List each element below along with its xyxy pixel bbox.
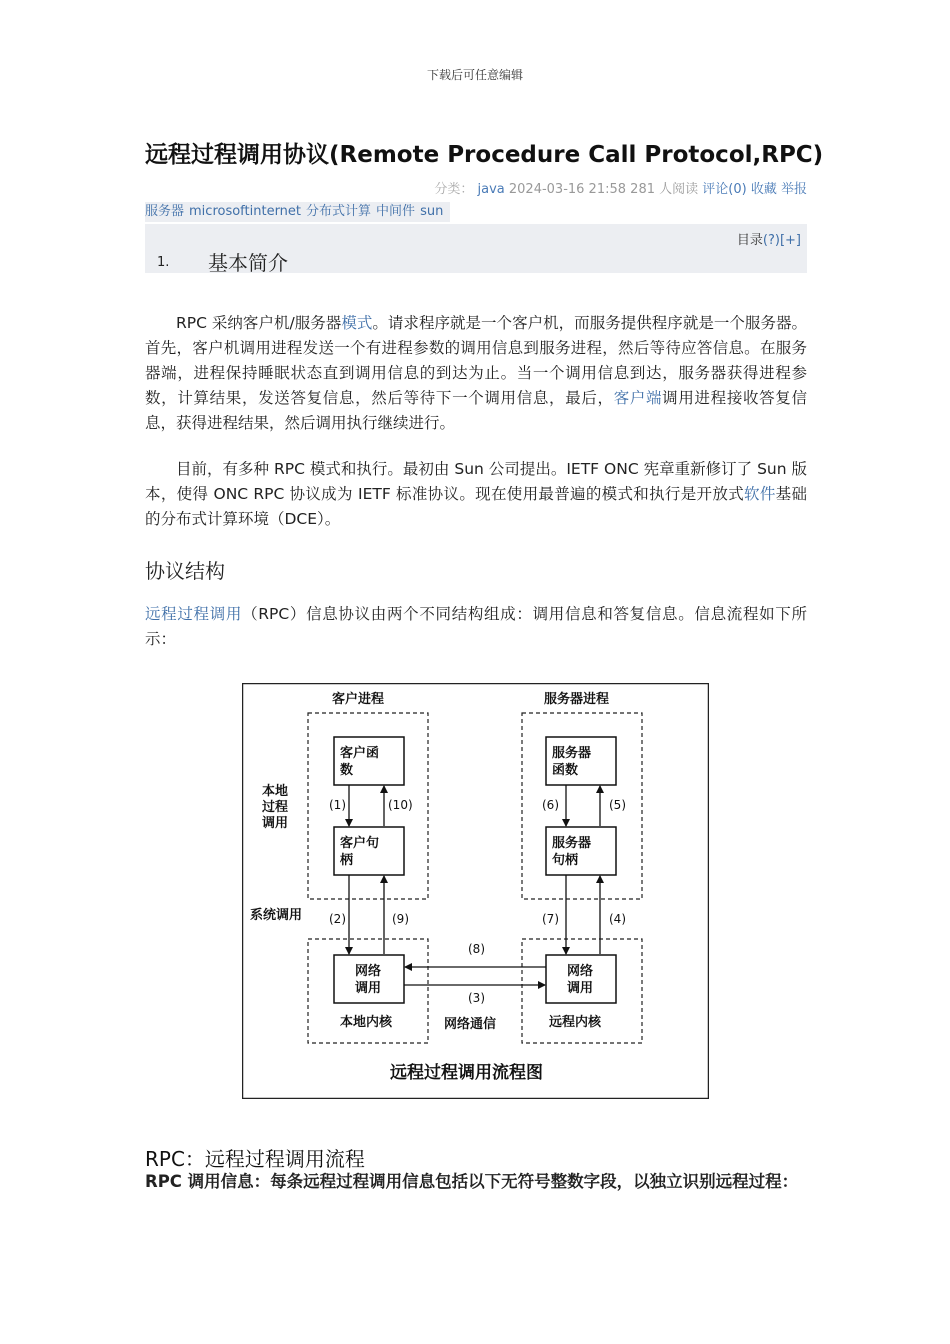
label-server-function: 函数	[552, 763, 579, 778]
read-count: 281 人阅读	[630, 182, 699, 197]
label-local-network: 调用	[355, 981, 382, 996]
label-local-network: 网络	[355, 964, 382, 979]
paragraph-history	[145, 457, 807, 532]
diagram-frame	[243, 684, 709, 1099]
text: 调用进程接收答复信息，获得进程结果，然后调用执行继续进行。	[145, 389, 807, 432]
label-server-function: 服务器	[552, 746, 592, 761]
toc-header	[737, 229, 801, 248]
text: （RPC）信息协议由两个不同结构组成：调用信息和答复信息。信息流程如下所示：	[145, 605, 807, 648]
favorite-link[interactable]: 收藏	[750, 182, 777, 197]
text: 目前，有多种 RPC 模式和执行。最初由 Sun 公司提出。IETF ONC 宪章重新修订了 Sun 版本，使得 ONC RPC 协议成为 IETF 标准协议。现在使用最普遍的模式和执行是开放式	[145, 460, 807, 503]
link-pattern[interactable]: 模式	[341, 314, 373, 332]
category-link[interactable]: java	[477, 182, 505, 197]
section-heading-structure: 协议结构	[145, 559, 225, 583]
section-heading-intro: 基本简介	[208, 251, 288, 275]
link-rpc[interactable]: 远程过程调用	[145, 605, 243, 623]
label-remote-kernel: 远程内核	[549, 1015, 602, 1030]
step-label: (1)	[329, 798, 346, 812]
label-local-call: 本地	[262, 784, 289, 799]
text: RPC 采纳客户机/服务器	[176, 314, 342, 332]
article-title: 远程过程调用协议(Remote Procedure Call Protocol,RPC)	[145, 142, 824, 168]
step-label: (4)	[609, 912, 626, 926]
paragraph-structure	[145, 602, 807, 652]
toc-box	[145, 224, 807, 273]
paragraph-intro	[145, 311, 807, 436]
step-label: (6)	[542, 798, 559, 812]
toc-help-link[interactable]: (?)	[762, 233, 780, 248]
label-local-call: 调用	[262, 816, 289, 831]
comment-link[interactable]: 评论(0)	[702, 182, 747, 197]
label-client-function: 客户函	[340, 746, 380, 761]
label-client-process: 客户进程	[332, 692, 385, 707]
header-note: 下载后可任意编辑	[426, 68, 523, 82]
label-server-stub: 句柄	[552, 853, 579, 868]
tag-bar	[145, 202, 450, 222]
step-label: (9)	[392, 912, 409, 926]
tag-link[interactable]: 分布式计算	[306, 204, 372, 219]
diagram-caption: 远程过程调用流程图	[390, 1063, 543, 1083]
text: 基础的分布式计算环境（DCE）。	[145, 485, 807, 528]
label-client-stub: 客户句	[340, 836, 380, 851]
label-remote-network: 调用	[567, 981, 594, 996]
toc-label: 目录	[736, 233, 763, 248]
text: 。请求程序就是一个客户机，而服务提供程序就是一个服务器。首先，客户机调用进程发送一个有进程参数的调用信息到服务进程，然后等待应答信息。在服务器端，进程保持睡眠状态直到调用信息的到达为止。当一个调用信息到达，服务器获得进程参数，计算结果，发送答复信息，然后等待下一个调用信息，最后，	[145, 314, 807, 407]
step-label: (5)	[609, 798, 626, 812]
link-software[interactable]: 软件	[744, 485, 776, 503]
label-client-stub: 柄	[340, 853, 354, 868]
step-label: (3)	[468, 991, 485, 1005]
label-remote-network: 网络	[567, 964, 594, 979]
section-number: 1.	[157, 255, 170, 270]
report-link[interactable]: 举报	[780, 182, 807, 197]
tag-link[interactable]: 中间件	[376, 204, 416, 219]
step-label: (7)	[542, 912, 559, 926]
label-syscall: 系统调用	[250, 908, 303, 923]
label-server-stub: 服务器	[552, 836, 592, 851]
category-label: 分类：	[434, 182, 474, 197]
toc-expand-link[interactable]: [+]	[779, 233, 801, 248]
article-meta	[145, 178, 807, 197]
section-heading-rpc-flow: RPC：远程过程调用流程	[145, 1147, 365, 1171]
label-local-kernel: 本地内核	[340, 1015, 393, 1030]
tag-link[interactable]: sun	[420, 204, 444, 219]
step-label: (10)	[388, 798, 413, 812]
label-client-function: 数	[340, 763, 354, 778]
tag-link[interactable]: 服务器	[145, 204, 185, 219]
label-network-comm: 网络通信	[444, 1017, 497, 1032]
label-local-call: 过程	[262, 800, 289, 815]
step-label: (2)	[329, 912, 346, 926]
paragraph-rpc-call-message: RPC 调用信息：每条远程过程调用信息包括以下无符号整数字段，以独立识别远程过程：	[145, 1172, 799, 1191]
tag-link[interactable]: microsoftinternet	[189, 204, 302, 219]
post-datetime: 2024-03-16 21:58	[508, 182, 627, 197]
step-label: (8)	[468, 942, 485, 956]
link-client[interactable]: 客户端	[613, 389, 663, 407]
rpc-flow-diagram	[242, 683, 709, 1099]
label-server-process: 服务器进程	[544, 692, 610, 707]
